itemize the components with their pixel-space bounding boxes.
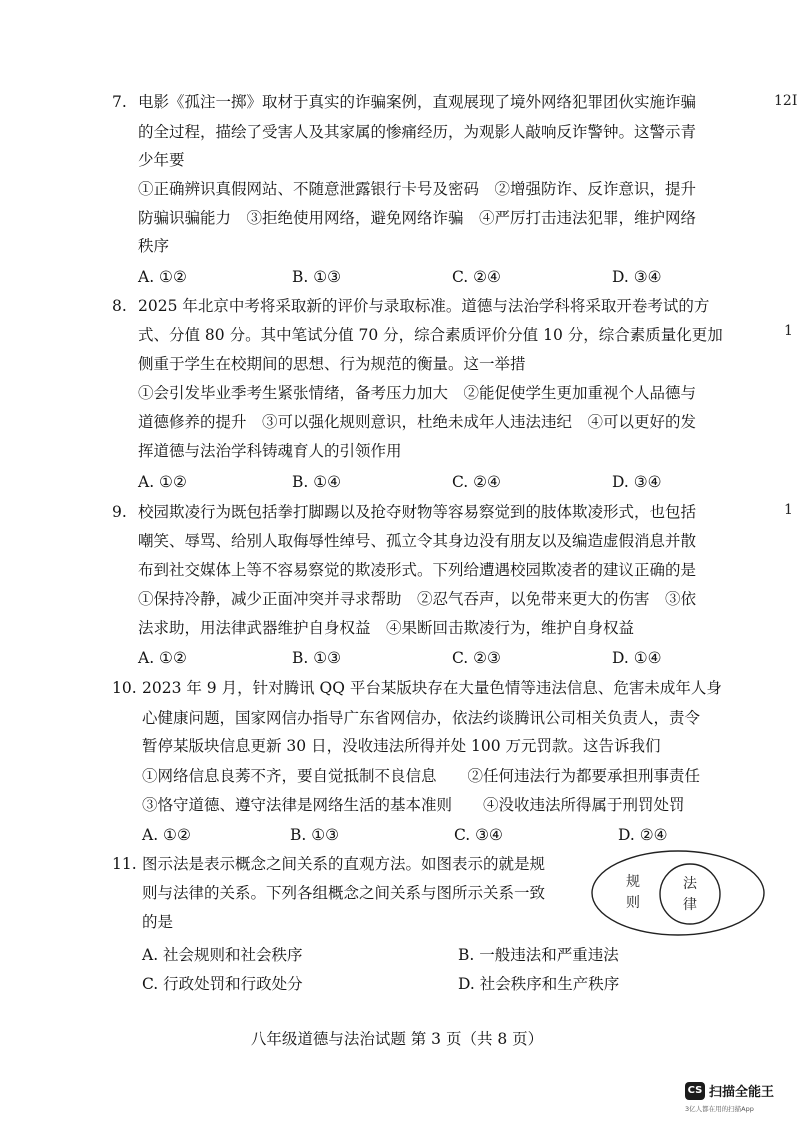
option-b: B. 一般违法和严重违法 <box>458 946 619 964</box>
option-c: C. ②④ <box>452 268 501 286</box>
logo-tagline: 3亿人都在用的扫描App <box>685 1105 754 1113</box>
option-a: A. ①② <box>138 268 187 286</box>
question-text-line: 心健康问题，国家网信办指导广东省网信办，依法约谈腾讯公司相关负责人，责令 <box>142 709 701 727</box>
option-a: A. ①② <box>142 826 191 844</box>
option-d: D. ①④ <box>612 649 662 667</box>
option-c: C. ③④ <box>454 826 503 844</box>
question-text-line: 校园欺凌行为既包括拳打脚踢以及抢夺财物等容易察觉到的肢体欺凌形式，也包括 <box>138 503 697 521</box>
statement-line: 挥道德与法治学科铸魂育人的引领作用 <box>138 442 402 460</box>
question-text-line: 2025 年北京中考将采取新的评价与录取标准。道德与法治学科将采取开卷考试的方 <box>138 297 710 315</box>
scanner-app-logo <box>685 1078 795 1118</box>
statement-line: ①网络信息良莠不齐，要自觉抵制不良信息 ②任何违法行为都要承担刑事责任 <box>142 767 701 785</box>
statement-line: ①正确辨识真假网站、不随意泄露银行卡号及密码 ②增强防诈、反诈意识，提升 <box>138 180 697 198</box>
question-text-line: 2023 年 9 月，针对腾讯 QQ 平台某版块存在大量色情等违法信息、危害未成年人身 <box>142 679 722 697</box>
option-a: A. ①② <box>138 649 187 667</box>
option-c: C. ②③ <box>452 649 501 667</box>
cs-logo-icon: CS <box>685 1082 705 1100</box>
inner-label: 法 <box>683 876 697 892</box>
option-b: B. ①③ <box>292 649 342 667</box>
page-footer: 八年级道德与法治试题 第 3 页（共 8 页） <box>250 1030 544 1048</box>
option-c: C. 行政处罚和行政处分 <box>142 975 303 993</box>
option-c: C. ②④ <box>452 473 501 491</box>
question-text-line: 式、分值 80 分。其中笔试分值 70 分，综合素质评价分值 10 分，综合素质量化更加 <box>138 326 723 344</box>
option-d: D. ②④ <box>618 826 668 844</box>
edge-mark: 12I <box>774 93 797 109</box>
question-number: 7. <box>112 93 127 111</box>
statement-line: ③恪守道德、遵守法律是网络生活的基本准则 ④没收违法所得属于刑罚处罚 <box>142 796 685 814</box>
option-d: D. 社会秩序和生产秩序 <box>458 975 620 993</box>
outer-ellipse <box>592 851 764 935</box>
outer-label: 则 <box>626 895 640 911</box>
edge-mark: 1 <box>784 502 793 518</box>
rules-law-diagram <box>590 848 770 938</box>
statement-line: ①保持冷静，减少正面冲突并寻求帮助 ②忍气吞声，以免带来更大的伤害 ③依 <box>138 590 697 608</box>
option-a: A. ①② <box>138 473 187 491</box>
logo-name: 扫描全能王 <box>709 1085 775 1100</box>
statement-line: ①会引发毕业季考生紧张情绪，备考压力加大 ②能促使学生更加重视个人品德与 <box>138 384 697 402</box>
option-d: D. ③④ <box>612 473 662 491</box>
option-d: D. ③④ <box>612 268 662 286</box>
outer-label: 规 <box>626 874 640 890</box>
inner-label: 律 <box>683 897 697 913</box>
statement-line: 防骗识骗能力 ③拒绝使用网络，避免网络诈骗 ④严厉打击违法犯罪，维护网络 <box>138 209 697 227</box>
statement-line: 法求助，用法律武器维护自身权益 ④果断回击欺凌行为，维护自身权益 <box>138 619 635 637</box>
question-text-line: 侧重于学生在校期间的思想、行为规范的衡量。这一举措 <box>138 355 526 373</box>
question-text-line: 图示法是表示概念之间关系的直观方法。如图表示的就是规 <box>142 855 546 873</box>
option-b: B. ①③ <box>292 268 342 286</box>
question-text-line: 少年要 <box>138 151 185 169</box>
option-b: B. ①④ <box>292 473 342 491</box>
question-text-line: 暂停某版块信息更新 30 日，没收违法所得并处 100 万元罚款。这告诉我们 <box>142 737 661 755</box>
question-text-line: 电影《孤注一掷》取材于真实的诈骗案例，直观展现了境外网络犯罪团伙实施诈骗 <box>138 93 697 111</box>
edge-mark: 1 <box>784 323 793 339</box>
inner-circle <box>660 864 720 924</box>
question-number: 10. <box>112 679 137 697</box>
question-text-line: 的是 <box>142 913 174 931</box>
statement-line: 秩序 <box>138 237 170 255</box>
question-number: 9. <box>112 503 127 521</box>
question-text-line: 则与法律的关系。下列各组概念之间关系与图所示关系一致 <box>142 884 546 902</box>
question-number: 11. <box>112 855 137 873</box>
question-text-line: 嘲笑、辱骂、给别人取侮辱性绰号、孤立令其身边没有朋友以及编造虚假消息并散 <box>138 532 697 550</box>
question-text-line: 的全过程，描绘了受害人及其家属的惨痛经历，为观影人敲响反诈警钟。这警示青 <box>138 123 697 141</box>
option-b: B. ①③ <box>290 826 340 844</box>
question-text-line: 布到社交媒体上等不容易察觉的欺凌形式。下列给遭遇校园欺凌者的建议正确的是 <box>138 561 697 579</box>
option-a: A. 社会规则和社会秩序 <box>142 946 303 964</box>
statement-line: 道德修养的提升 ③可以强化规则意识，杜绝未成年人违法违纪 ④可以更好的发 <box>138 413 697 431</box>
question-number: 8. <box>112 297 127 315</box>
